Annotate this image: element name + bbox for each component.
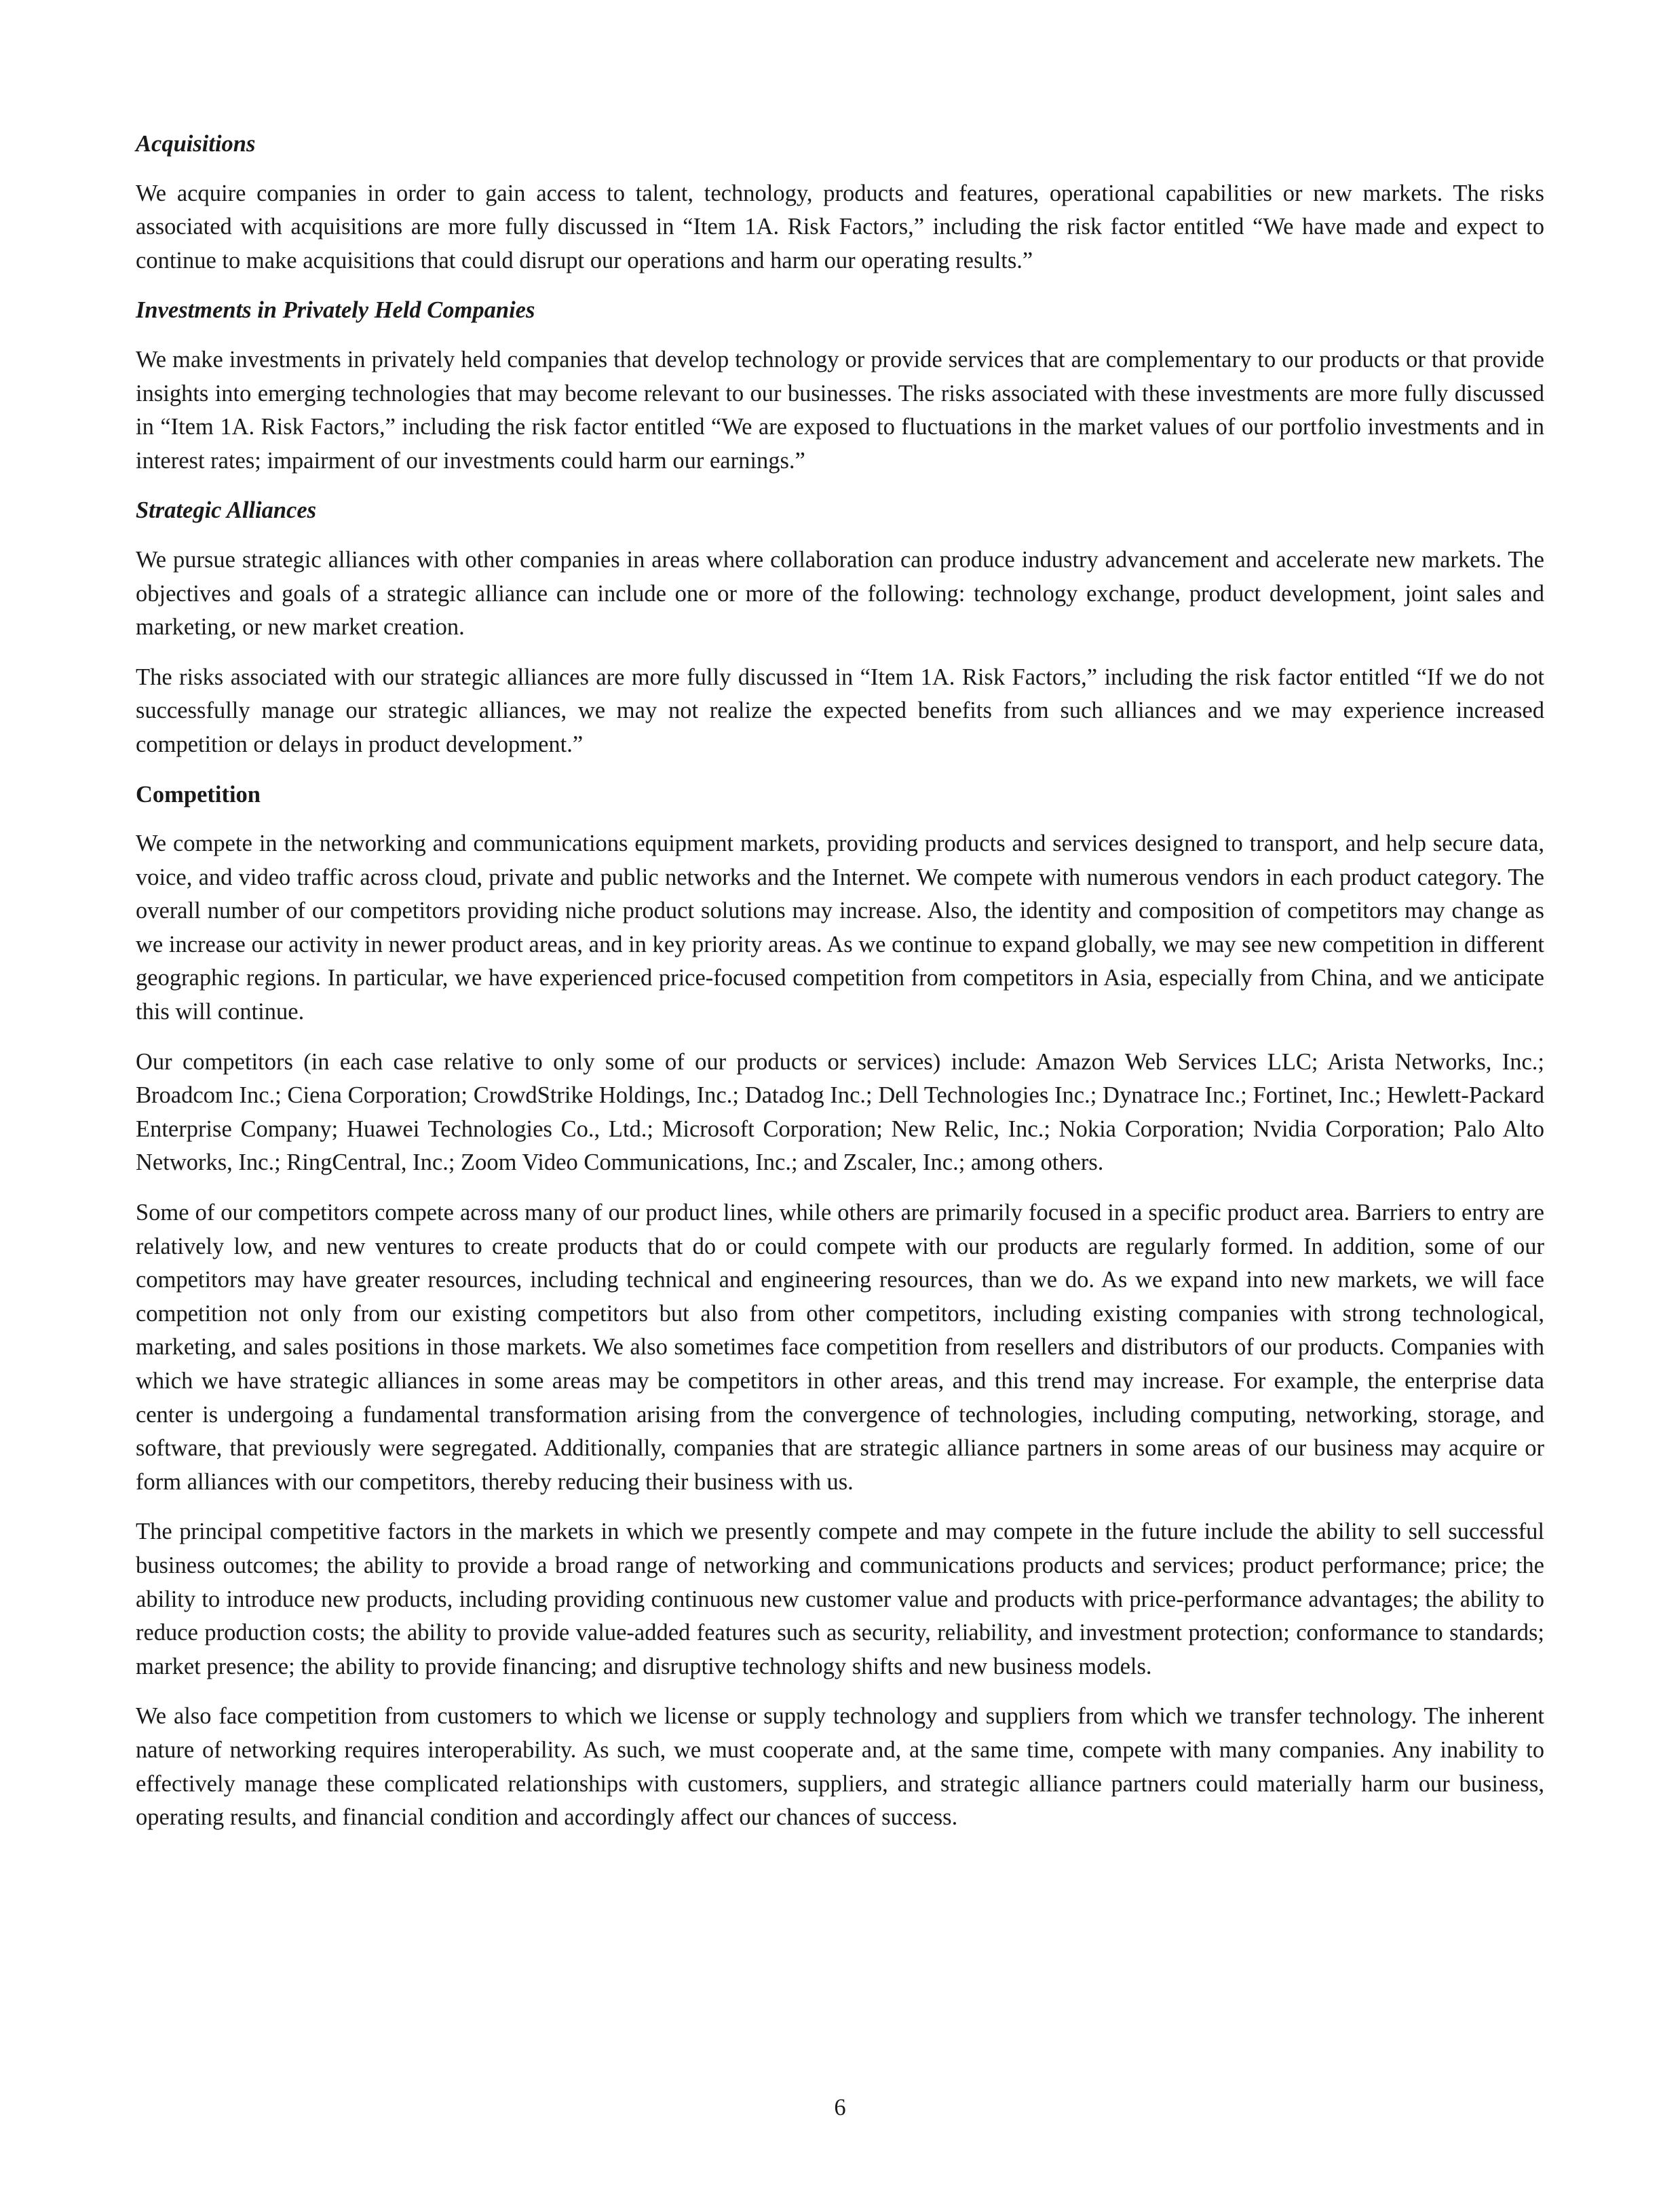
- competition-paragraph-2: Our competitors (in each case relative to only some of our products or services) include: Amazon Web Services LLC; Arista Networks, Inc.; Broadcom Inc.; Ciena Corporation; CrowdStrike Holdings, Inc.; Datadog Inc.; Dell Technologies Inc.; Dynatrace Inc.; Fortinet, Inc.; Hewlett-Packard Enterprise Company; Huawei Technologies Co., Ltd.; Microsoft Corporation; New Relic, Inc.; Nokia Corporation; Nvidia Corporation; Palo Alto Networks, Inc.; RingCentral, Inc.; Zoom Video Communications, Inc.; and Zscaler, Inc.; among others.: [136, 1048, 1544, 1176]
- acquisitions-paragraph: We acquire companies in order to gain access to talent, technology, products and features, operational capabilities or new markets. The risks associated with acquisitions are more fully discussed in “Item 1A. Risk Factors,” including the risk factor entitled “We have made and expect to continue to make acquisitions that could disrupt our operations and harm our operating results.”: [136, 180, 1544, 273]
- competition-paragraph-4: The principal competitive factors in the markets in which we presently compete and may compete in the future include the ability to sell successful business outcomes; the ability to provide a broad range of networking and communications products and services; product performance; price; the ability to introduce new products, including providing continuous new customer value and products with price-performance advantages; the ability to reduce production costs; the ability to provide value-added features such as security, reliability, and investment protection; conformance to standards; market presence; the ability to provide financing; and disruptive technology shifts and new business models.: [136, 1519, 1544, 1679]
- document-page: [136, 128, 1544, 1851]
- strategic-alliances-paragraph-1: We pursue strategic alliances with other companies in areas where collaboration can produce industry advancement and accelerate new markets. The objectives and goals of a strategic alliance can include one or more of the following: technology exchange, product development, joint sales and marketing, or new market creation.: [136, 546, 1544, 641]
- section-heading-competition: Competition: [136, 781, 261, 807]
- section-heading-investments: Investments in Privately Held Companies: [136, 297, 535, 324]
- section-heading-strategic-alliances: Strategic Alliances: [136, 497, 317, 524]
- competition-paragraph-1: We compete in the networking and communications equipment markets, providing products and services designed to transport, and help secure data, voice, and video traffic across cloud, private and public networks and the Internet. We compete with numerous vendors in each product category. The overall number of our competitors providing niche product solutions may increase. Also, the identity and composition of competitors may change as we increase our activity in newer product areas, and in key priority areas. As we continue to expand globally, we may see new competition in different geographic regions. In particular, we have experienced price-focused competition from competitors in Asia, especially from China, and we anticipate this will continue.: [136, 831, 1545, 1025]
- investments-paragraph: We make investments in privately held companies that develop technology or provide services that are complementary to our products or that provide insights into emerging technologies that may become relevant to our businesses. The risks associated with these investments are more fully discussed in “Item 1A. Risk Factors,” including the risk factor entitled “We are exposed to fluctuations in the market values of our portfolio investments and in interest rates; impairment of our investments could harm our earnings.”: [136, 346, 1544, 474]
- page-number: 6: [834, 2095, 846, 2120]
- strategic-alliances-paragraph-2: The risks associated with our strategic alliances are more fully discussed in “Item 1A. Risk Factors,” including the risk factor entitled “If we do not successfully manage our strategic alliances, we may not realize the expected benefits from such alliances and we may experience increased competition or delays in product development.”: [136, 664, 1544, 757]
- competition-paragraph-5: We also face competition from customers to which we license or supply technology and suppliers from which we transfer technology. The inherent nature of networking requires interoperability. As such, we must cooperate and, at the same time, compete with many companies. Any inability to effectively manage these complicated relationships with customers, suppliers, and strategic alliance partners could materially harm our business, operating results, and financial condition and accordingly affect our chances of success.: [136, 1703, 1544, 1831]
- section-heading-acquisitions: Acquisitions: [136, 131, 256, 157]
- competition-paragraph-3: Some of our competitors compete across many of our product lines, while others are primarily focused in a specific product area. Barriers to entry are relatively low, and new ventures to create products that do or could compete with our products are regularly formed. In addition, some of our competitors may have greater resources, including technical and engineering resources, than we do. As we expand into new markets, we will face competition not only from our existing competitors but also from other competitors, including existing companies with strong technological, marketing, and sales positions in those markets. We also sometimes face competition from resellers and distributors of our products. Companies with which we have strategic alliances in some areas may be competitors in other areas, and this trend may increase. For example, the enterprise data center is undergoing a fundamental transformation arising from the convergence of technologies, including computing, networking, storage, and software, that previously were segregated. Additionally, companies that are strategic alliance partners in some areas of our business may acquire or form alliances with our competitors, thereby reducing their business with us.: [136, 1200, 1544, 1495]
